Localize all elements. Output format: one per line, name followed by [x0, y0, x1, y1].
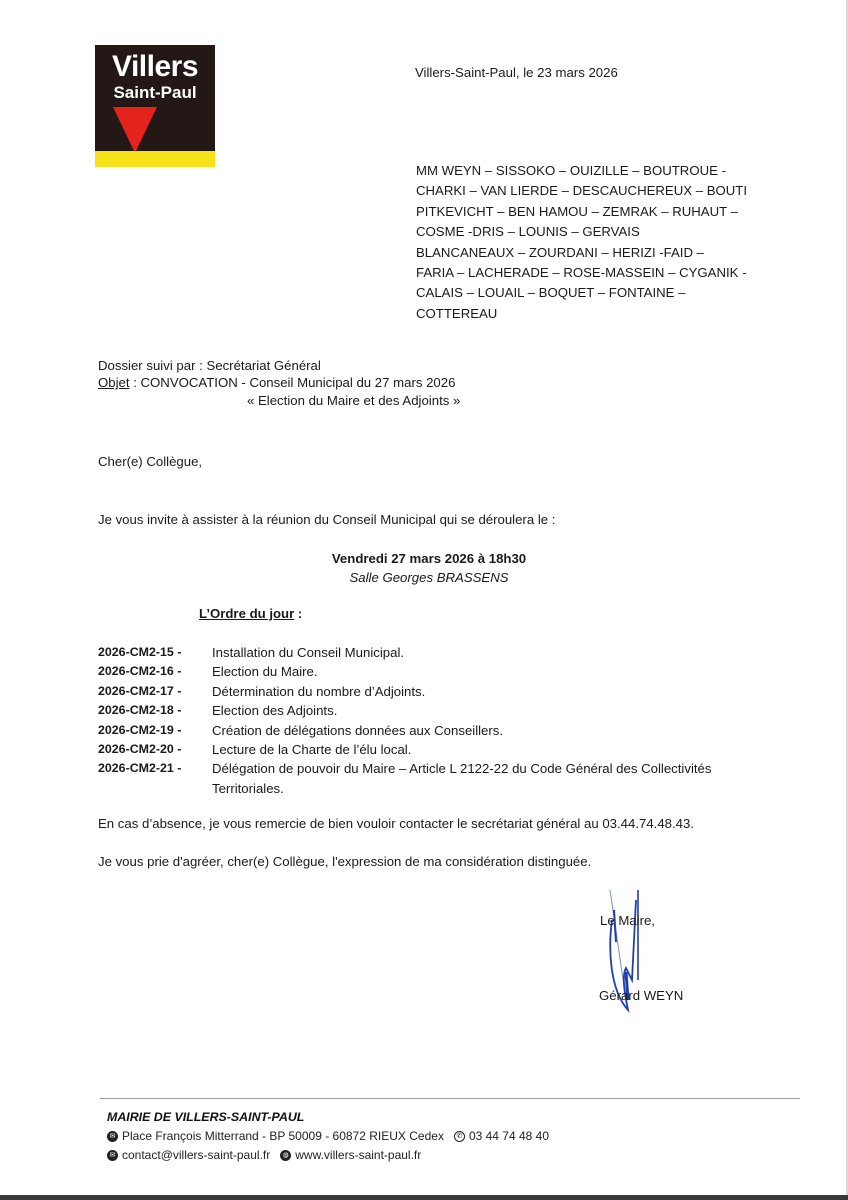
- recipients-block: [416, 161, 796, 324]
- agenda-list: [98, 643, 778, 798]
- agenda-code: 2026-CM2-17 -: [98, 683, 182, 698]
- footer-address: Place François Mitterrand - BP 50009 - 60872 RIEUX Cedex: [122, 1129, 444, 1143]
- agenda-text: Election des Adjoints.: [212, 703, 338, 719]
- agenda-heading-suffix: :: [294, 606, 303, 621]
- objet-line: [98, 375, 455, 390]
- logo-line-2: Saint-Paul: [113, 83, 197, 102]
- agenda-item: [98, 759, 778, 798]
- city-logo: [95, 45, 215, 167]
- agenda-item: [98, 682, 778, 701]
- logo-yellow-band: [95, 151, 215, 167]
- agenda-text: Détermination du nombre d’Adjoints.: [212, 683, 426, 699]
- agenda-code: 2026-CM2-19 -: [98, 722, 182, 737]
- agenda-text: Délégation de pouvoir du Maire – Article L 2122-22 du Code Général des Collectivités Territoriales.: [212, 761, 712, 796]
- footer-phone: 03 44 74 48 40: [468, 1129, 550, 1143]
- absence-paragraph: En cas d’absence, je vous remercie de bien vouloir contacter le secrétariat général au 03.44.74.48.43.: [98, 816, 694, 831]
- logo-triangle-icon: [113, 107, 157, 153]
- email-icon: ✉: [107, 1150, 118, 1161]
- recipients-line: COSME -DRIS – LOUNIS – GERVAIS: [416, 224, 640, 240]
- agenda-text: Installation du Conseil Municipal.: [212, 645, 405, 660]
- agenda-text: Lecture de la Charte de l’élu local.: [212, 742, 412, 758]
- recipients-line: COTTEREAU: [416, 305, 498, 321]
- meeting-date: Vendredi 27 mars 2026 à 18h30: [331, 551, 527, 566]
- recipients-line: PITKEVICHT – BEN HAMOU – ZEMRAK – RUHAUT –: [416, 203, 738, 219]
- recipients-line: CHARKI – VAN LIERDE – DESCAUCHEREUX – BOUTI: [416, 183, 747, 199]
- footer-email[interactable]: contact@villers-saint-paul.fr: [122, 1148, 271, 1162]
- closing-paragraph: Je vous prie d'agréer, cher(e) Collègue, l'expression de ma considération distinguée.: [98, 854, 592, 869]
- place-date: Villers-Saint-Paul, le 23 mars 2026: [415, 65, 618, 80]
- agenda-code: 2026-CM2-15 -: [98, 645, 182, 659]
- agenda-heading-text: L’Ordre du jour: [199, 606, 295, 621]
- agenda-heading: [199, 606, 302, 621]
- mail-pin-icon: ✉: [107, 1131, 118, 1142]
- agenda-item: [98, 643, 778, 662]
- footer-divider: [100, 1098, 800, 1099]
- agenda-code: 2026-CM2-21 -: [98, 761, 182, 776]
- agenda-text: Election du Maire.: [212, 664, 318, 680]
- agenda-text: Création de délégations données aux Conseillers.: [212, 722, 504, 738]
- logo-line-1: Villers: [111, 50, 199, 83]
- globe-icon: ◍: [280, 1150, 291, 1161]
- page-bottom-edge: [0, 1195, 848, 1200]
- dossier-line: Dossier suivi par : Secrétariat Général: [98, 358, 321, 373]
- agenda-item: [98, 701, 778, 720]
- intro-paragraph: Je vous invite à assister à la réunion du Conseil Municipal qui se déroulera le :: [98, 512, 556, 527]
- agenda-code: 2026-CM2-16 -: [98, 664, 182, 679]
- footer-address-line: [107, 1129, 549, 1143]
- objet-label: Objet: [98, 375, 130, 390]
- agenda-code: 2026-CM2-18 -: [98, 703, 182, 718]
- objet-text: : CONVOCATION - Conseil Municipal du 27 mars 2026: [129, 375, 456, 390]
- salutation: Cher(e) Collègue,: [98, 454, 203, 469]
- meeting-place: Salle Georges BRASSENS: [349, 570, 509, 585]
- recipients-line: MM WEYN – SISSOKO – OUIZILLE – BOUTROUE -: [416, 163, 726, 178]
- agenda-item: [98, 662, 778, 681]
- agenda-code: 2026-CM2-20 -: [98, 742, 182, 757]
- recipients-line: FARIA – LACHERADE – ROSE-MASSEIN – CYGANIK -: [416, 265, 747, 281]
- recipients-line: CALAIS – LOUAIL – BOQUET – FONTAINE –: [416, 285, 686, 301]
- footer-contact-line: [107, 1148, 421, 1162]
- agenda-item: [98, 721, 778, 740]
- footer-org-name: MAIRIE DE VILLERS-SAINT-PAUL: [107, 1110, 305, 1124]
- signatory-name: Gérard WEYN: [599, 988, 684, 1003]
- recipients-line: BLANCANEAUX – ZOURDANI – HERIZI -FAID –: [416, 244, 704, 260]
- signatory-title: Le Maire,: [600, 913, 655, 928]
- phone-icon: ✆: [454, 1131, 465, 1142]
- footer-website[interactable]: www.villers-saint-paul.fr: [295, 1148, 422, 1162]
- agenda-item: [98, 740, 778, 759]
- objet-subtitle: « Election du Maire et des Adjoints »: [247, 393, 461, 408]
